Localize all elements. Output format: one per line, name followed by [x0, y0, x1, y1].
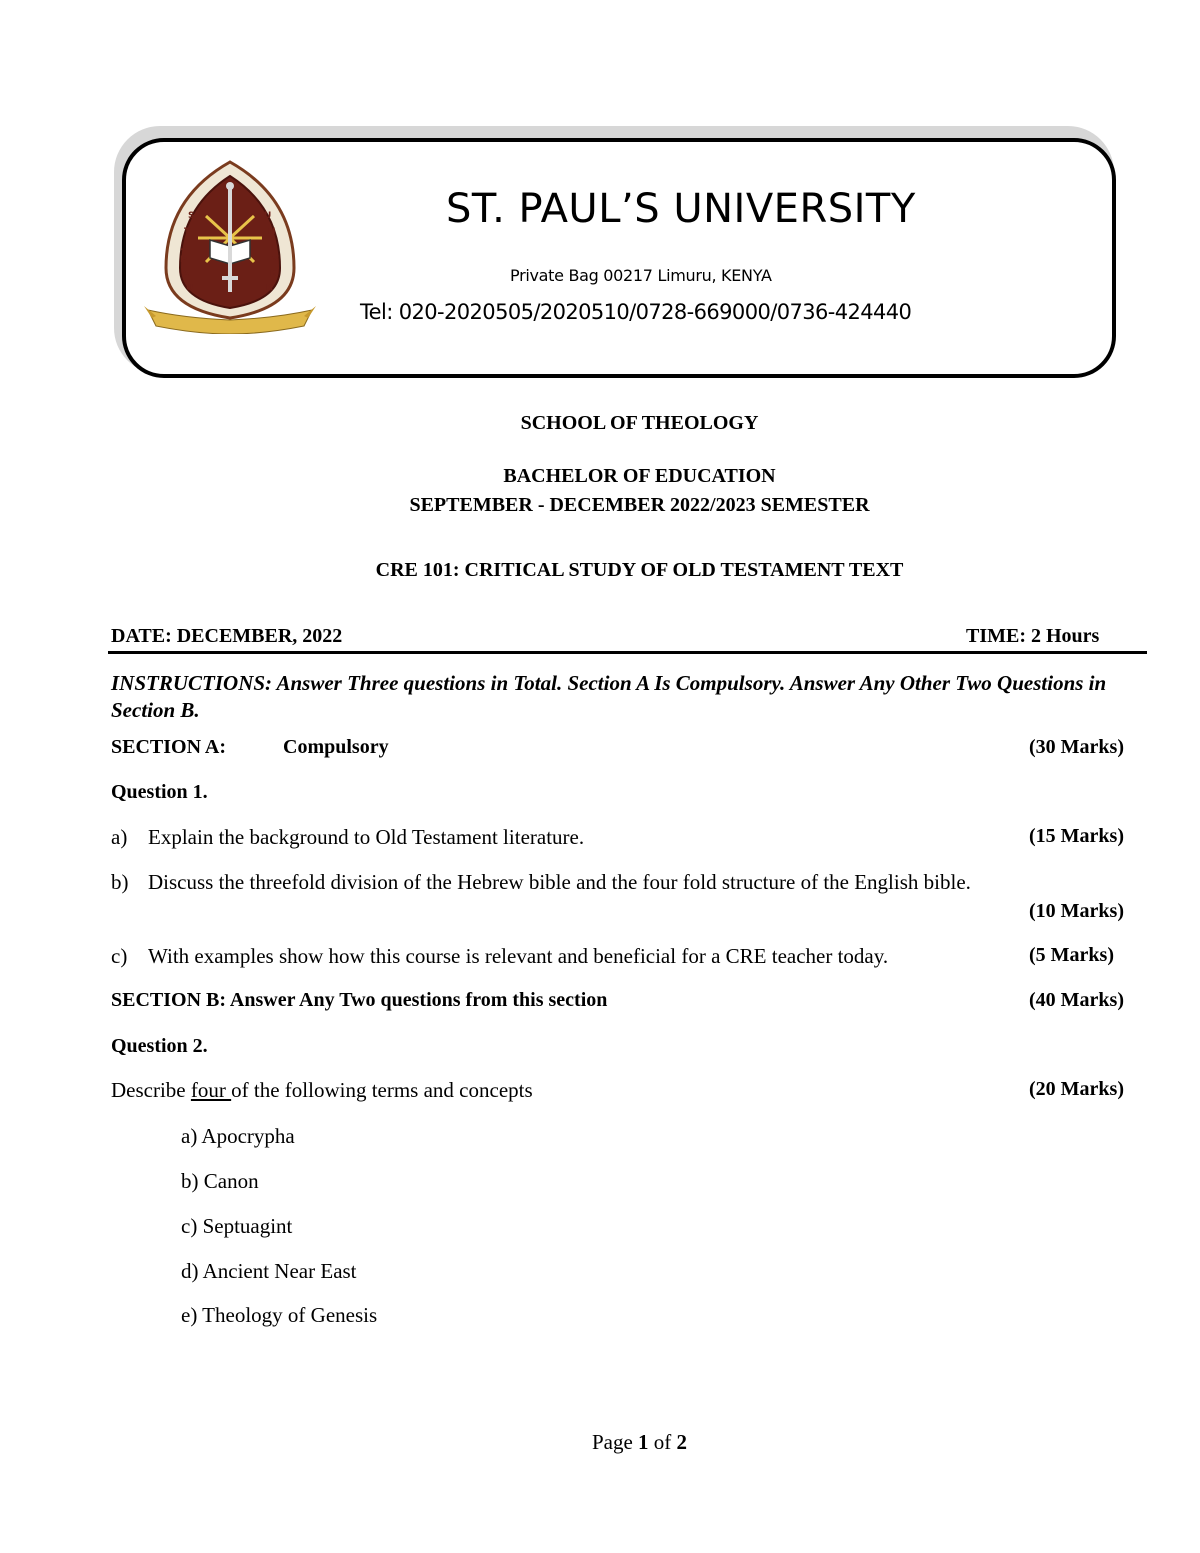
divider-rule [108, 651, 1147, 654]
university-telephone: Tel: 020-2020505/2020510/0728-669000/0736-424440 [360, 300, 912, 324]
question-2-prompt [111, 1078, 533, 1103]
svg-text:N: N [268, 227, 276, 237]
question-2-title: Question 2. [111, 1035, 208, 1057]
university-name: ST. PAUL’S UNIVERSITY [446, 186, 916, 232]
svg-text:P: P [180, 255, 187, 265]
exam-date: DATE: DECEMBER, 2022 [111, 625, 343, 647]
footer-page-label: Page [591, 1430, 639, 1454]
programme-name: BACHELOR OF EDUCATION [503, 465, 776, 487]
svg-text:.: . [180, 243, 184, 253]
footer-page-total: 2 [676, 1430, 688, 1454]
term-item: c) Septuagint [181, 1214, 293, 1238]
q1-item-letter: c) [111, 944, 128, 968]
q1-item-marks: (5 Marks) [1029, 944, 1114, 966]
svg-text:S: S [188, 211, 195, 221]
prompt-underlined-word: four [190, 1078, 232, 1102]
svg-text:U: U [264, 211, 272, 221]
q1-item-text: Explain the background to Old Testament literature. [148, 825, 585, 849]
instructions: INSTRUCTIONS: Answer Three questions in Total. Section A Is Compulsory. Answer Any Other Two Questions in Section B. [111, 671, 1107, 722]
q1-item-marks: (10 Marks) [1029, 900, 1124, 922]
section-b-marks: (40 Marks) [1029, 989, 1124, 1011]
term-item: e) Theology of Genesis [181, 1303, 378, 1327]
svg-text:V: V [272, 255, 279, 265]
page-footer [0, 1430, 1200, 1455]
q1-item-text: Discuss the threefold division of the Hebrew bible and the four fold structure of the English bible. [148, 870, 971, 894]
exam-time: TIME: 2 Hours [966, 625, 1100, 647]
footer-page-number: 1 [638, 1430, 649, 1454]
question-1-title: Question 1. [111, 781, 208, 803]
semester-label: SEPTEMBER - DECEMBER 2022/2023 SEMESTER [409, 494, 870, 516]
section-b-title: SECTION B: Answer Any Two questions from this section [111, 989, 608, 1011]
term-item: d) Ancient Near East [181, 1259, 357, 1283]
course-title: CRE 101: CRITICAL STUDY OF OLD TESTAMENT TEXT [375, 559, 904, 581]
university-address: Private Bag 00217 Limuru, KENYA [510, 266, 772, 285]
svg-text:U: U [186, 283, 194, 293]
q1-item-text: With examples show how this course is relevant and beneficial for a CRE teacher today. [148, 944, 889, 968]
question-2-marks: (20 Marks) [1029, 1078, 1124, 1100]
prompt-text: Describe [111, 1078, 191, 1102]
term-item: a) Apocrypha [181, 1124, 295, 1148]
q1-item-letter: a) [111, 825, 128, 849]
footer-of-label: of [648, 1430, 677, 1454]
section-a-title: Compulsory [283, 736, 389, 758]
q1-item-letter: b) [111, 870, 129, 894]
svg-text:T: T [184, 227, 191, 237]
section-a-label: SECTION A: [111, 736, 227, 758]
q1-item-marks: (15 Marks) [1029, 825, 1124, 847]
prompt-text: of the following terms and concepts [231, 1078, 533, 1102]
university-crest-logo [144, 158, 316, 334]
school-name: SCHOOL OF THEOLOGY [520, 412, 759, 434]
term-item: b) Canon [181, 1169, 259, 1193]
section-a-marks: (30 Marks) [1029, 736, 1124, 758]
svg-text:I: I [272, 243, 276, 253]
svg-text:A: A [182, 269, 189, 279]
svg-text:R: R [266, 283, 273, 293]
svg-text:E: E [270, 269, 277, 279]
